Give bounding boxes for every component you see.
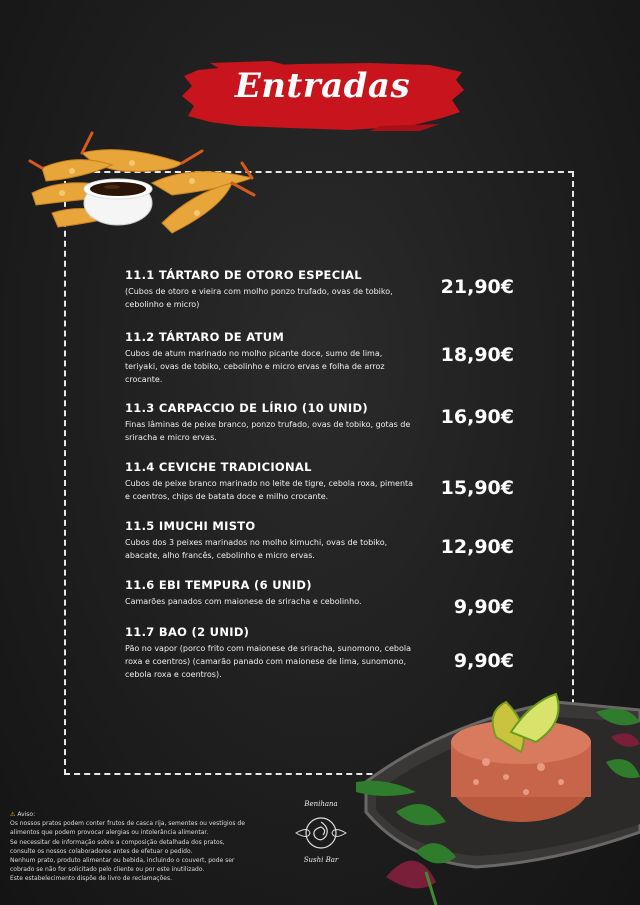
menu-item-name: 11.3 CARPACCIO DE LÍRIO (10 UNID) [125, 401, 368, 415]
menu-item-name: 11.5 IMUCHI MISTO [125, 519, 256, 533]
menu-item-price: 9,90€ [453, 596, 514, 618]
tuna-tartare-image [356, 682, 640, 905]
notice-line: Nenhum prato, produto alimentar ou bebida, incluindo o couvert, pode ser cobrado se não for solicitado pelo cliente ou por este inutilizado. [10, 857, 235, 874]
menu-item-description: Pão no vapor (porco frito com maionese de sriracha, sunomono, cebola roxa e coentros) (camarão panado com maionese de lima, sunomono, cebola roxa e coentros). [125, 644, 411, 679]
logo-name: Benihana [304, 800, 338, 808]
notice-title: Aviso: [17, 811, 36, 818]
notice-line: Se necessitar de informação sobre a composição detalhada dos pratos, consulte os nossos colaboradores antes de efetuar o pedido. [10, 838, 225, 855]
menu-item-description: (Cubos de otoro e vieira com molho ponzo trufado, ovas de tobiko, cebolinho e micro) [125, 287, 393, 309]
menu-item-description: Cubos dos 3 peixes marinados no molho kimuchi, ovas de tobiko, abacate, alho francês, cebolinho e micro ervas. [125, 538, 388, 560]
rose-emblem-icon [290, 810, 352, 856]
menu-item-description: Camarões panados com maionese de sriracha e cebolinho. [125, 597, 362, 606]
menu-item-price: 9,90€ [453, 650, 514, 672]
logo-subtitle: Sushi Bar [303, 856, 339, 864]
menu-item-price: 12,90€ [440, 536, 514, 558]
menu-item-description: Finas lâminas de peixe branco, ponzo trufado, ovas de tobiko, gotas de sriracha e micro ervas. [125, 420, 411, 442]
menu-item-name: 11.1 TÁRTARO DE OTORO ESPECIAL [125, 268, 362, 282]
warning-icon: ⚠ [10, 811, 16, 818]
menu-item-price: 15,90€ [440, 477, 514, 499]
section-title-banner [180, 60, 465, 132]
menu-item-price: 18,90€ [440, 344, 514, 366]
menu-item-name: 11.4 CEVICHE TRADICIONAL [125, 460, 312, 474]
shrimp-tempura-image [22, 123, 257, 243]
menu-item-name: 11.7 BAO (2 UNID) [125, 625, 250, 639]
menu-item-name: 11.2 TÁRTARO DE ATUM [125, 330, 285, 344]
menu-item-description: Cubos de atum marinado no molho picante doce, sumo de lima, teriyaki, ovas de tobiko, cebolinho e micro ervas e folha de arroz crocante. [125, 349, 385, 384]
menu-item-name: 11.6 EBI TEMPURA (6 UNID) [125, 578, 312, 592]
menu-item-description: Cubos de peixe branco marinado no leite de tigre, cebola roxa, pimenta e coentros, chips de batata doce e milho crocante. [125, 479, 414, 501]
restaurant-logo [290, 800, 352, 866]
notice-line: Os nossos pratos podem conter frutos de casca rija, sementes ou vestígios de alimentos que podem provocar alergias ou intolerância alimentar. [10, 820, 245, 837]
menu-item-price: 16,90€ [440, 406, 514, 428]
section-title: Entradas [234, 66, 411, 106]
allergy-notice [10, 810, 248, 884]
notice-line: Este estabelecimento dispõe de livro de reclamações. [10, 875, 172, 883]
menu-item-price: 21,90€ [440, 276, 514, 298]
